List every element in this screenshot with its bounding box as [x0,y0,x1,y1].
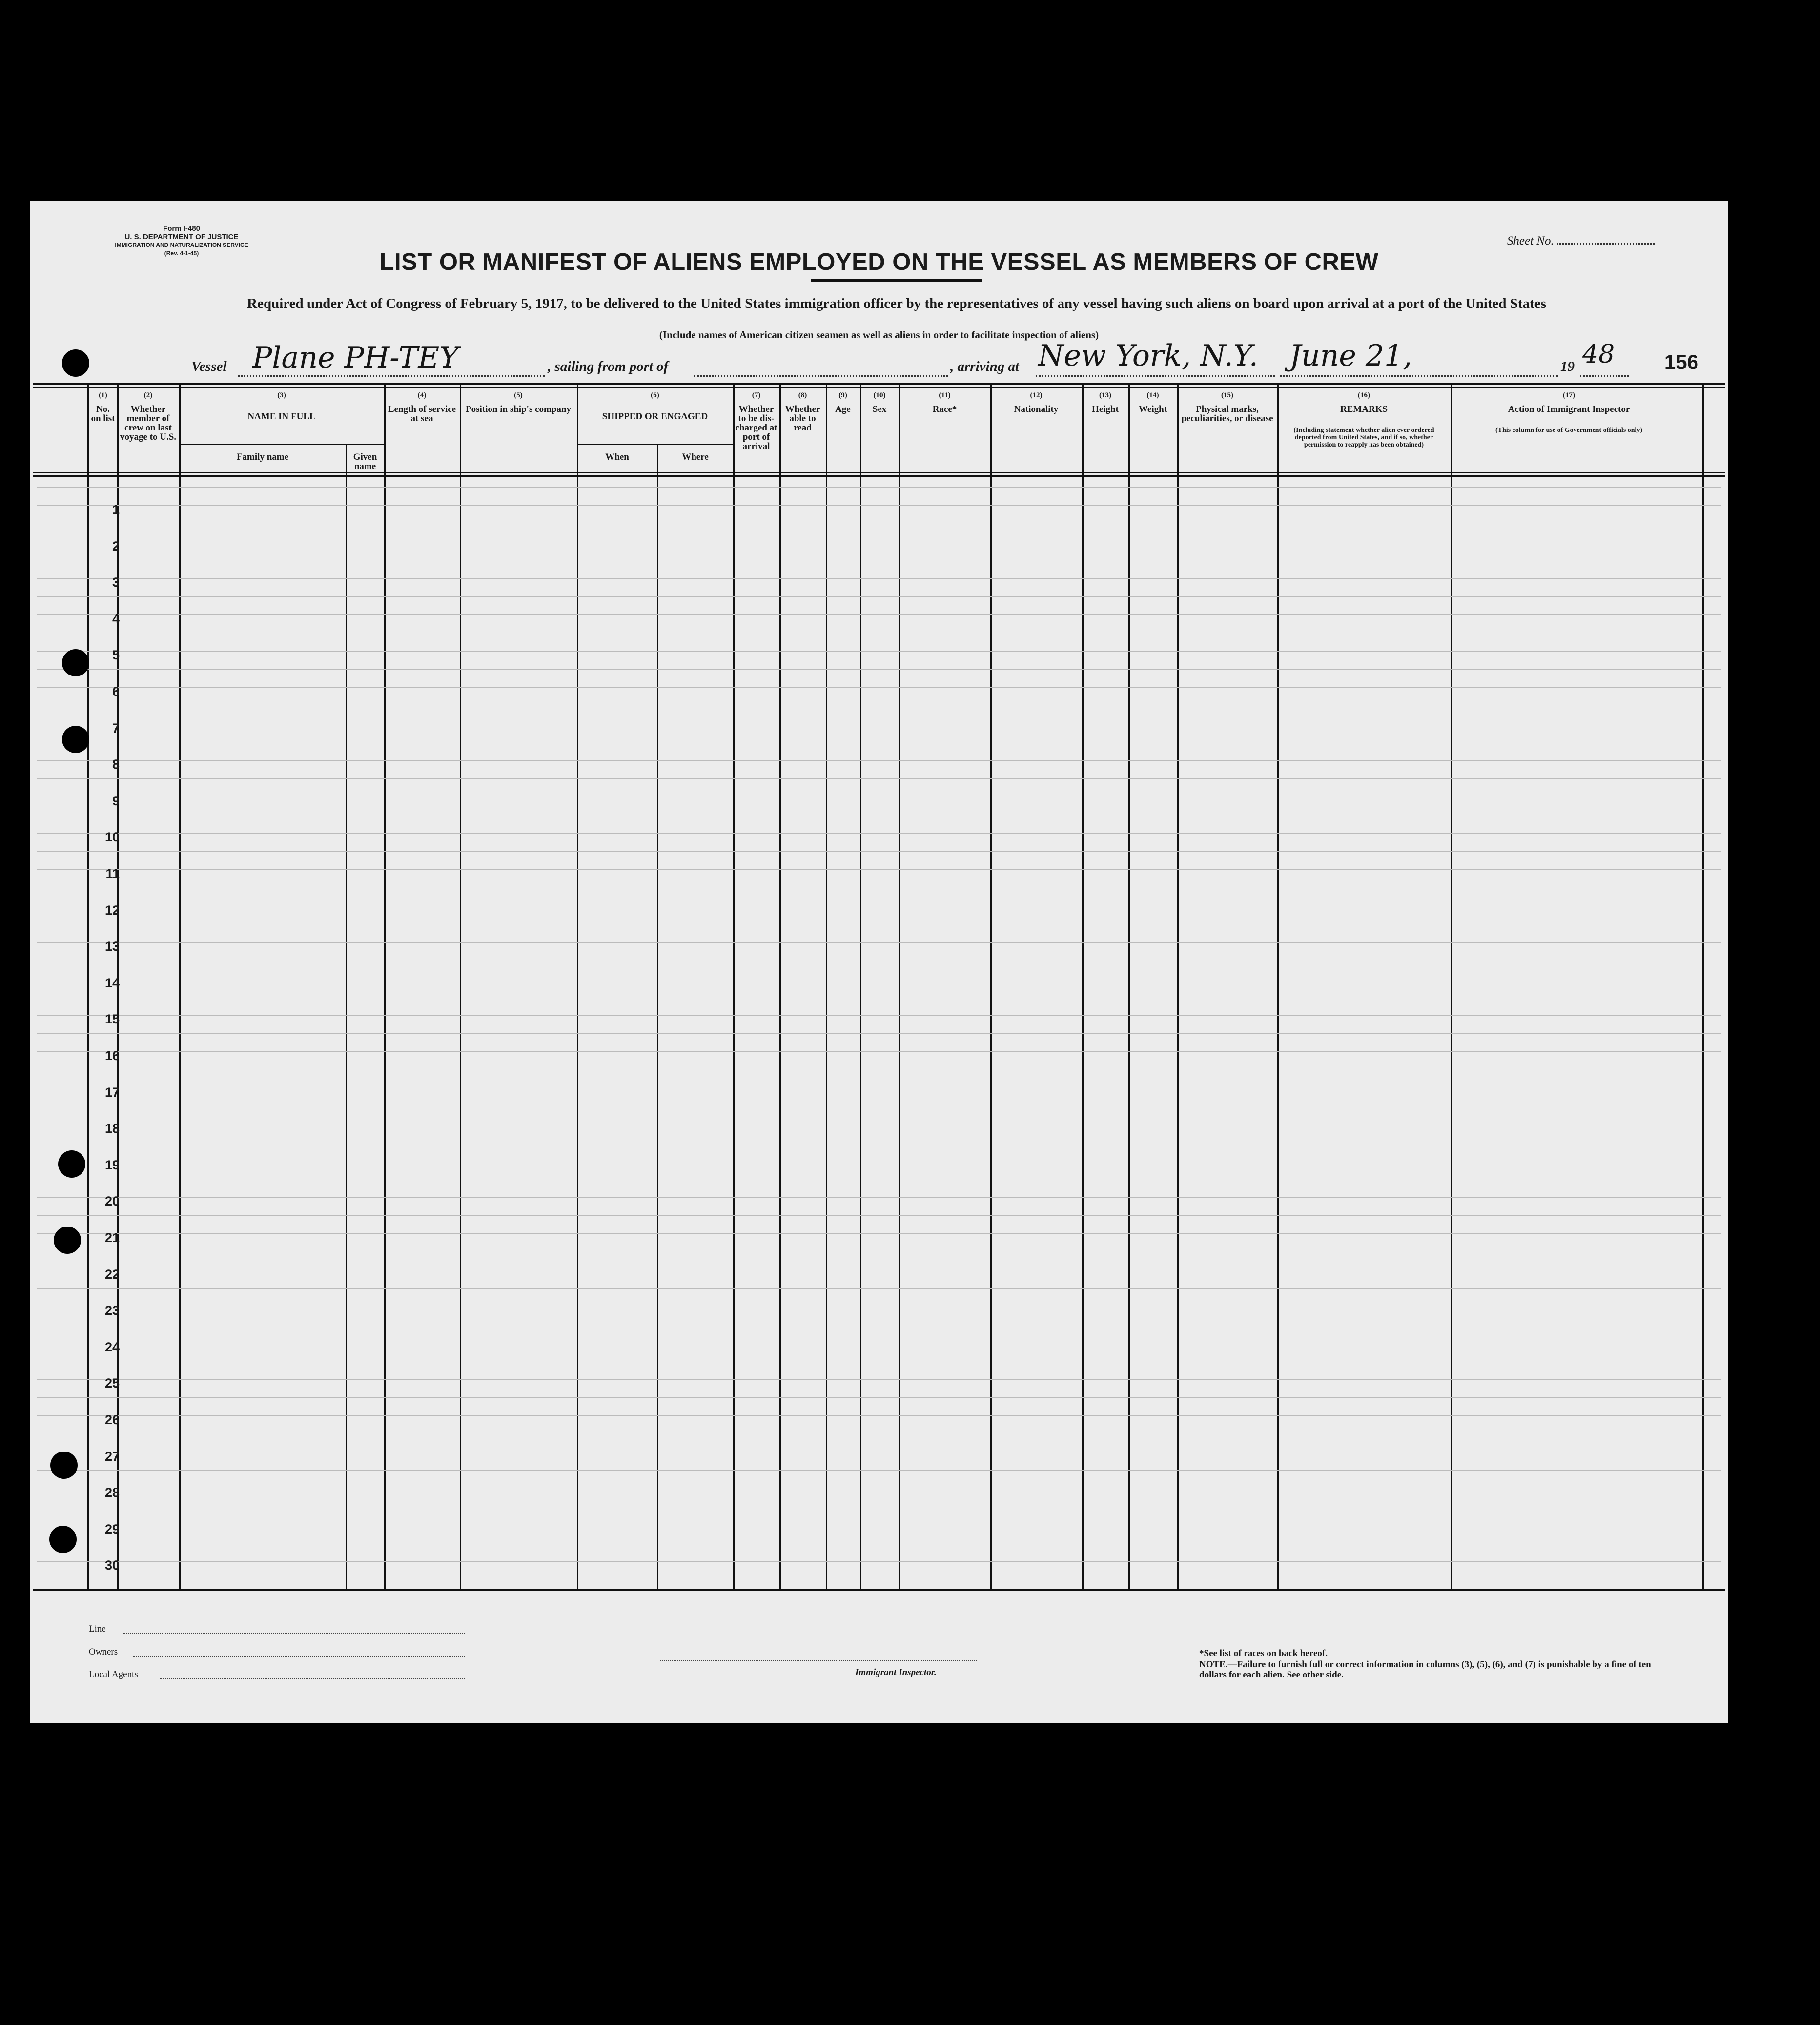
ruled-line [37,1379,1721,1380]
sailing-blank [694,375,948,377]
ruled-line [37,1033,1721,1034]
subcolumn-header: Given name [353,452,377,471]
ruled-line [37,760,1721,761]
races-note: *See list of races on back hereof. [1199,1648,1328,1658]
column-number: (10) [873,391,886,399]
column-number: (2) [143,391,153,399]
column-header: SHIPPED OR ENGAGED [602,411,708,422]
ruled-line [37,833,1721,834]
column-header: Action of Immigrant Inspector [1508,404,1630,414]
row-number: 7 [112,720,120,736]
ruled-line [37,651,1721,652]
column-divider [1277,383,1279,1589]
punch-hole [54,1227,81,1254]
column-number: (1) [99,391,107,399]
column-header: REMARKS [1340,404,1388,414]
local-agents-blank [160,1678,465,1679]
department-name: U. S. DEPARTMENT OF JUSTICE [124,233,239,241]
column-header-note: (Including statement whether alien ever ordered deported from United States, and if so, whether permission to reapply has been obtained) [1293,427,1434,449]
vessel-blank [238,375,545,377]
row-number: 15 [104,1012,120,1027]
vessel-handwritten: Plane PH-TEY [252,341,459,375]
year-handwritten: 48 [1582,340,1615,369]
manifest-sheet [30,201,1728,1723]
column-header: Race* [932,404,957,414]
ruled-line [37,778,1721,779]
punch-hole [58,1150,85,1178]
arriving-blank [1036,375,1275,377]
ruled-line [37,614,1721,615]
column-number: (5) [514,391,523,399]
column-header: Length of service at sea [388,404,456,424]
row-number: 18 [104,1121,120,1136]
subcolumn-header: Family name [236,452,289,462]
punch-hole [50,1452,78,1479]
row-number: 22 [104,1267,120,1282]
row-number: 13 [104,939,120,954]
sheet-number-blank [1557,243,1655,245]
subtitle: Required under Act of Congress of February 5, 1917, to be delivered to the United States immigration officer by the representatives of any vessel having such aliens on board upon arrival at a port of the United States [247,296,1546,311]
column-number: (15) [1221,391,1233,399]
row-number: 25 [104,1376,120,1391]
year-blank [1580,375,1629,377]
form-number: Form I-480 [163,225,200,233]
column-divider [1451,383,1452,1589]
service-name: IMMIGRATION AND NATURALIZATION SERVICE [115,242,248,248]
column-number: (13) [1099,391,1111,399]
column-header: Whether able to read [785,404,820,433]
column-header: Whether member of crew on last voyage to U.S. [120,404,177,442]
table-right-border [1702,383,1704,1591]
title-underline [811,279,982,282]
subcolumn-divider [657,444,658,1589]
table-bottom-border [33,1589,1725,1591]
form-revision: (Rev. 4-1-45) [164,250,199,257]
ruled-line [37,1397,1721,1398]
owners-blank [133,1656,465,1657]
ruled-line [37,1415,1721,1416]
column-divider [384,383,386,1589]
row-number: 16 [104,1048,120,1063]
column-header: Whether to be dis-charged at port of arrival [735,404,777,451]
column-number: (14) [1146,391,1159,399]
row-number: 21 [104,1230,120,1245]
row-number: 4 [112,611,120,626]
column-divider [1177,383,1179,1589]
ruled-line [37,669,1721,670]
column-divider [860,383,861,1589]
arriving-label: , arriving at [950,359,1019,374]
column-number: (17) [1563,391,1575,399]
year-prefix: 19 [1560,359,1575,374]
ruled-line [37,505,1721,506]
date-handwritten: June 21, [1289,339,1412,373]
arriving-handwritten: New York, N.Y. [1038,339,1258,373]
vessel-line [191,339,1729,377]
column-divider [1128,383,1130,1589]
ruled-line [37,1470,1721,1471]
column-divider [179,383,181,1589]
column-divider [460,383,461,1589]
column-number: (8) [798,391,807,399]
row-number: 6 [112,684,120,699]
column-divider [990,383,992,1589]
row-number: 17 [104,1084,120,1100]
line-blank [123,1633,465,1634]
row-number: 30 [104,1558,120,1573]
column-divider [779,383,781,1589]
row-number: 12 [104,902,120,918]
row-number: 26 [104,1412,120,1427]
subheader-rule [577,444,733,445]
row-number: 5 [112,648,120,663]
row-number: 20 [104,1194,120,1209]
inspector-label: Immigrant Inspector. [855,1667,937,1677]
row-number: 27 [104,1449,120,1464]
column-header: Weight [1138,404,1167,414]
row-number: 29 [104,1521,120,1536]
column-header: NAME IN FULL [247,411,316,422]
header-bottom-border-inner [33,472,1725,473]
row-number: 10 [104,830,120,845]
column-header: Position in ship's company [466,404,571,414]
ruled-line [37,1288,1721,1289]
ruled-line [37,1197,1721,1198]
ruled-line [37,487,1721,488]
column-header: No. on list [91,404,115,424]
column-divider [577,383,578,1589]
sheet-number-label: Sheet No. [1507,234,1554,247]
ruled-line [37,1561,1721,1562]
subtitle-note: (Include names of American citizen seamen as well as aliens in order to facilitate inspection of aliens) [659,329,1099,341]
vessel-label: Vessel [191,359,227,374]
column-header: Physical marks, peculiarities, or disease [1181,404,1273,424]
subcolumn-divider [346,444,347,1589]
row-number: 11 [105,866,120,881]
row-number: 1 [112,502,120,517]
date-blank [1280,375,1558,377]
subcolumn-header: Where [682,452,709,462]
row-number: 24 [104,1339,120,1354]
ruled-line [37,596,1721,597]
column-number: (4) [417,391,427,399]
punch-hole [49,1526,77,1553]
row-number: 9 [112,793,120,808]
ruled-line [37,851,1721,852]
ruled-line [37,1215,1721,1216]
column-number: (16) [1358,391,1370,399]
sheet-number-field [1507,234,1655,248]
column-header: Height [1092,404,1119,414]
subheader-rule [179,444,384,445]
column-header: Nationality [1014,404,1059,414]
column-divider [826,383,827,1589]
column-number: (11) [939,391,951,399]
row-number: 28 [104,1485,120,1500]
table-left-border [87,383,89,1591]
punch-hole [62,349,89,377]
row-number: 3 [112,575,120,590]
column-divider [899,383,900,1589]
column-divider [1082,383,1084,1589]
ruled-line [37,942,1721,943]
ruled-line [37,578,1721,579]
ruled-line [37,687,1721,688]
column-number: (7) [752,391,761,399]
column-number: (3) [277,391,286,399]
penalty-note: NOTE.—Failure to furnish full or correct information in columns (3), (5), (6), and (7) is punishable by a fine of ten dollars for each alien. See other side. [1199,1659,1651,1680]
ruled-line [37,1015,1721,1016]
row-number: 8 [112,757,120,772]
column-header: Sex [872,404,887,414]
row-number: 19 [104,1157,120,1172]
page-stamp: 156 [1664,350,1698,373]
column-header: Age [835,404,851,414]
column-number: (9) [838,391,847,399]
column-number: (12) [1030,391,1043,399]
ruled-line [37,869,1721,870]
table-top-border [33,383,1725,385]
punch-hole [62,649,89,676]
local-agents-label: Local Agents [89,1669,138,1679]
column-header-note: (This column for use of Government officials only) [1495,427,1643,434]
inspector-signature-blank [660,1660,977,1661]
table-top-border-inner [33,387,1725,388]
sailing-label: , sailing from port of [548,359,669,374]
column-divider [733,383,735,1589]
header-bottom-border [33,475,1725,477]
row-number: 14 [104,975,120,990]
column-number: (6) [651,391,659,399]
row-number: 2 [112,538,120,553]
ruled-line [37,1233,1721,1234]
ruled-line [37,1051,1721,1052]
row-number: 23 [104,1303,120,1318]
line-label: Line [89,1624,106,1634]
subcolumn-header: When [605,452,629,462]
page-title: LIST OR MANIFEST OF ALIENS EMPLOYED ON THE VESSEL AS MEMBERS OF CREW [379,249,1379,275]
punch-hole [62,726,89,753]
crew-table [33,383,1725,1594]
owners-label: Owners [89,1647,118,1657]
